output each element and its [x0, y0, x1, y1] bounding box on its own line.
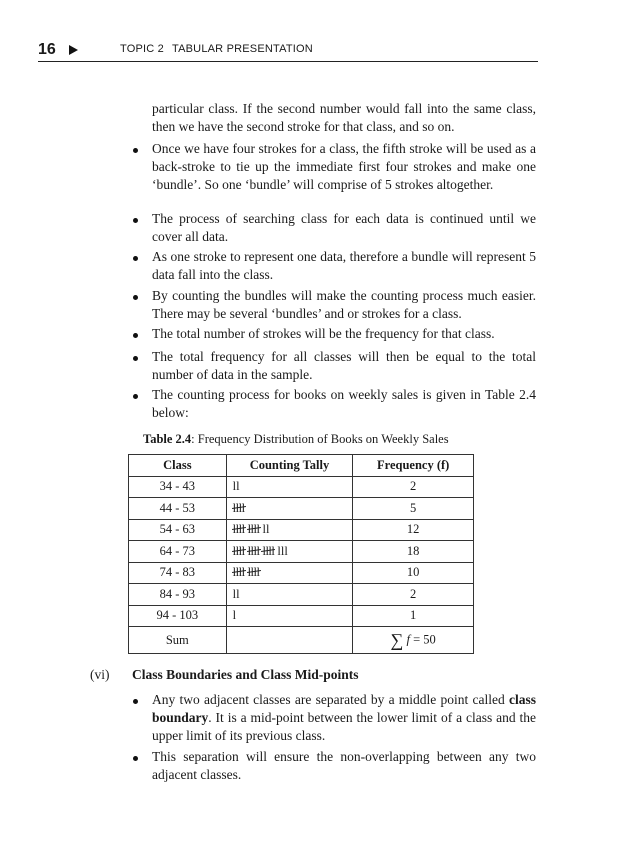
- table-caption: [143, 432, 449, 447]
- page-number: 16: [38, 41, 56, 58]
- section-title: Class Boundaries and Class Mid-points: [132, 667, 359, 682]
- bullet-item: The process of searching class for each data is continued until we cover all data.: [152, 211, 536, 244]
- bullet-icon: [132, 212, 140, 220]
- column-header-frequency: Frequency (f): [353, 455, 474, 477]
- bullet-item: As one stroke to represent one data, therefore a bundle will represent 5 data fall into the class.: [152, 249, 536, 282]
- table-row: [129, 584, 474, 606]
- tally-bundle: llll: [262, 543, 275, 558]
- running-header: [38, 41, 538, 62]
- table-row: [129, 498, 474, 520]
- tally-strokes: ll: [232, 586, 240, 601]
- tally-bundle: llll: [232, 500, 245, 515]
- sum-label: Sum: [129, 627, 227, 654]
- tally-strokes: l: [232, 608, 237, 623]
- table-caption-label: Table 2.4: [143, 432, 192, 446]
- frequency-table: [128, 454, 474, 654]
- sum-variable: f: [406, 631, 410, 646]
- class-cell: 84 - 93: [129, 584, 227, 606]
- bullet-icon: [132, 388, 140, 396]
- tally-cell: [226, 584, 353, 606]
- sum-cell: [353, 627, 474, 654]
- tally-bundle: llll: [232, 543, 245, 558]
- tally-cell: [226, 605, 353, 627]
- topic-label: TOPIC 2: [120, 43, 164, 55]
- frequency-cell: 5: [353, 498, 474, 520]
- bullet-icon: [132, 250, 140, 258]
- column-header-class: Class: [129, 455, 227, 477]
- section-number: (vi): [90, 667, 110, 682]
- tally-cell: [226, 498, 353, 520]
- table-row: [129, 562, 474, 584]
- tally-bundle: llll: [247, 543, 260, 558]
- class-cell: 54 - 63: [129, 519, 227, 541]
- arrow-right-icon: [69, 45, 78, 55]
- tally-cell: [226, 519, 353, 541]
- tally-cell: [226, 476, 353, 498]
- table-row: [129, 476, 474, 498]
- tally-strokes: lll: [277, 543, 288, 558]
- bullet-item: Once we have four strokes for a class, the fifth stroke will be used as a back-stroke to tie up the immediate first four strokes and make one ‘bundle’. So one ‘bundle’ will comprise of 5 strokes altogether.: [152, 141, 536, 192]
- bullet-icon: [132, 289, 140, 297]
- table-row: [129, 605, 474, 627]
- sum-empty-cell: [226, 627, 353, 654]
- bullet-item: By counting the bundles will make the counting process much easier. There may be several ‘bundles’ and or strokes for a class.: [152, 288, 536, 321]
- bullet-icon: [132, 142, 140, 150]
- class-cell: 64 - 73: [129, 541, 227, 563]
- sigma-symbol: ∑: [390, 629, 404, 650]
- tally-cell: [226, 541, 353, 563]
- table-row: [129, 541, 474, 563]
- sum-row: [129, 627, 474, 654]
- column-header-tally: Counting Tally: [226, 455, 353, 477]
- table-header-row: [129, 455, 474, 477]
- section-bullet-item: This separation will ensure the non-overlapping between any two adjacent classes.: [152, 749, 536, 782]
- class-cell: 44 - 53: [129, 498, 227, 520]
- intro-continuation: particular class. If the second number would fall into the same class, then we have the second stroke for that class, and so on.: [152, 101, 536, 134]
- tally-strokes: ll: [232, 479, 240, 494]
- bullet-icon: [132, 327, 140, 335]
- bullet-item: The total number of strokes will be the frequency for that class.: [152, 326, 495, 341]
- frequency-cell: 12: [353, 519, 474, 541]
- tally-bundle: llll: [247, 522, 260, 537]
- table-caption-text: : Frequency Distribution of Books on Weekly Sales: [191, 432, 449, 446]
- tally-strokes: ll: [262, 522, 270, 537]
- class-cell: 34 - 43: [129, 476, 227, 498]
- bullet-icon: [132, 350, 140, 358]
- bullet-icon: [132, 693, 140, 701]
- section-bullet-item: Any two adjacent classes are separated by a middle point called class boundary. It is a mid-point between the lower limit of a class and the upper limit of its previous class.: [152, 692, 536, 743]
- frequency-cell: 2: [353, 584, 474, 606]
- bullet-item: The total frequency for all classes will then be equal to the total number of data in the sample.: [152, 349, 536, 382]
- table-row: [129, 519, 474, 541]
- section-heading: [90, 667, 359, 683]
- bullet-icon: [132, 750, 140, 758]
- bullet-item: The counting process for books on weekly sales is given in Table 2.4 below:: [152, 387, 536, 420]
- tally-cell: [226, 562, 353, 584]
- tally-bundle: llll: [232, 565, 245, 580]
- frequency-cell: 10: [353, 562, 474, 584]
- tally-bundle: llll: [232, 522, 245, 537]
- class-cell: 74 - 83: [129, 562, 227, 584]
- sum-value: = 50: [409, 631, 436, 646]
- topic-title: TABULAR PRESENTATION: [172, 43, 313, 55]
- frequency-cell: 18: [353, 541, 474, 563]
- frequency-cell: 1: [353, 605, 474, 627]
- class-cell: 94 - 103: [129, 605, 227, 627]
- tally-bundle: llll: [247, 565, 260, 580]
- topic-heading: [120, 43, 313, 55]
- frequency-cell: 2: [353, 476, 474, 498]
